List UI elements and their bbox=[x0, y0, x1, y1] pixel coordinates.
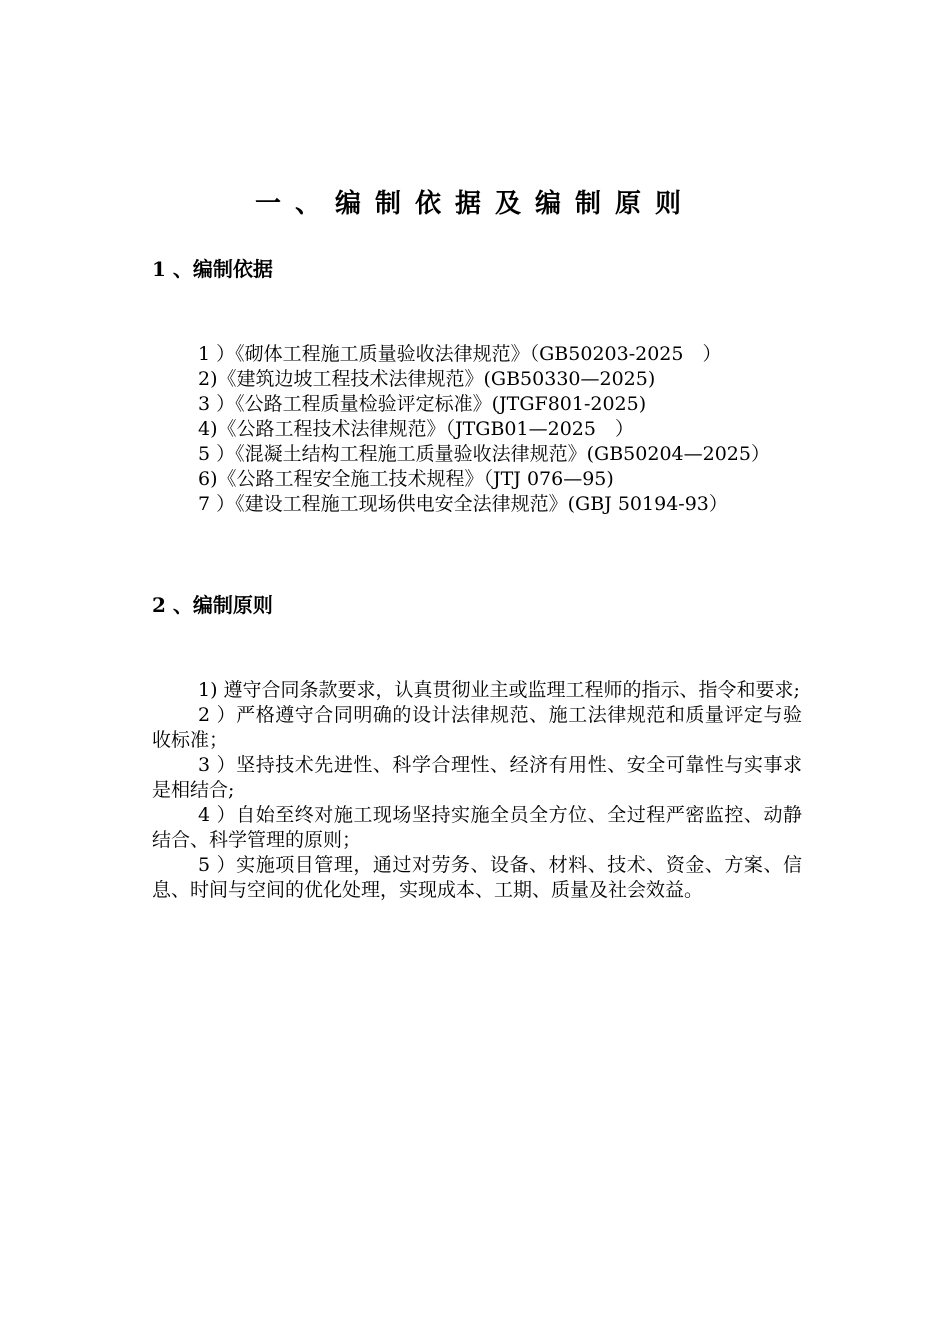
reference-item: 1 ）《砌体工程施工质量验收法律规范》（GB50203-2025 ） bbox=[198, 343, 722, 365]
reference-item: 5 ）《混凝土结构工程施工质量验收法律规范》(GB50204—2025） bbox=[198, 443, 770, 465]
reference-item: 4)《公路工程技术法律规范》（JTGB01—2025 ） bbox=[198, 418, 634, 440]
reference-item: 3 ）《公路工程质量检验评定标准》(JTGF801-2025) bbox=[198, 393, 647, 415]
principle-item: 5 ）实施项目管理，通过对劳务、设备、材料、技术、资金、方案、信息、时间与空间的优化处理，实现成本、工期、质量及社会效益。 bbox=[152, 854, 802, 901]
section-heading-principles: 2 、编制原则 bbox=[152, 593, 273, 617]
principle-item: 2 ）严格遵守合同明确的设计法律规范、施工法律规范和质量评定与验收标准； bbox=[152, 704, 802, 751]
principles-list bbox=[152, 678, 802, 903]
principle-item: 1) 遵守合同条款要求，认真贯彻业主或监理工程师的指示、指令和要求; bbox=[198, 679, 800, 701]
document-title: 一、编制依据及编制原则 bbox=[254, 189, 695, 219]
reference-list bbox=[152, 342, 802, 517]
reference-item: 6)《公路工程安全施工技术规程》（JTJ 076—95) bbox=[198, 468, 614, 490]
reference-item: 7 ）《建设工程施工现场供电安全法律规范》(GBJ 50194-93） bbox=[198, 493, 728, 515]
reference-item: 2)《建筑边坡工程技术法律规范》(GB50330—2025) bbox=[198, 368, 656, 390]
section-heading-basis: 1 、编制依据 bbox=[152, 257, 273, 281]
principle-item: 4 ）自始至终对施工现场坚持实施全员全方位、全过程严密监控、动静结合、科学管理的原则； bbox=[152, 804, 802, 851]
principle-item: 3 ）坚持技术先进性、科学合理性、经济有用性、安全可靠性与实事求是相结合; bbox=[152, 754, 802, 801]
